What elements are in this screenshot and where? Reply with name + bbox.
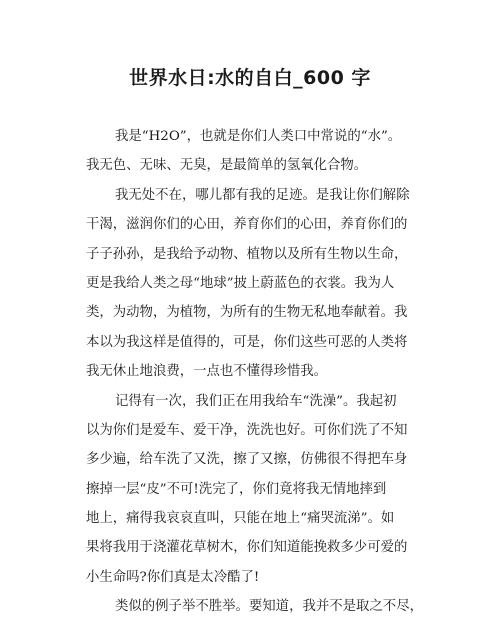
document-title: 世界水日:水的自白_600 字 — [129, 67, 371, 89]
text-line: 以为你们是爱车、爱干净，洗洗也好。可你们洗了不知 — [86, 422, 408, 438]
text-line: 类似的例子举不胜举。要知道，我并不是取之不尽， — [115, 599, 423, 615]
text-line: 记得有一次，我们正在用我给车“洗澡”。我起初 — [115, 393, 397, 409]
text-line: 更是我给人类之母“地球”披上蔚蓝色的衣裳。我为人 — [86, 275, 395, 291]
text-line: 小生命吗?你们真是太冷酷了! — [86, 569, 260, 585]
text-line: 本以为我这样是值得的，可是，你们这些可恶的人类将 — [86, 334, 408, 350]
document-body — [86, 122, 426, 622]
text-line: 地上，痛得我哀哀直叫，只能在地上“痛哭流涕”。如 — [86, 511, 395, 527]
text-line: 我无色、无味、无臭，是最简单的氢氧化合物。 — [86, 158, 368, 174]
text-line: 子子孙孙，是我给予动物、植物以及所有生物以生命， — [86, 246, 408, 262]
text-line: 我无处不在，哪儿都有我的足迹。是我让你们解除 — [115, 187, 410, 203]
text-line: 果将我用于浇灌花草树木，你们知道能挽救多少可爱的 — [86, 540, 408, 556]
text-line: 我无休止地浪费，一点也不懂得珍惜我。 — [86, 364, 328, 380]
text-line: 擦掉一层“皮”不可!洗完了，你们竟将我无情地摔到 — [86, 481, 387, 497]
text-line: 多少遍，给车洗了又洗，擦了又擦，仿佛很不得把车身 — [86, 452, 408, 468]
text-line: 我是“H2O”，也就是你们人类口中常说的“水”。 — [115, 129, 402, 144]
text-line: 干渴，滋润你们的心田，养育你们的心田，养育你们的 — [86, 217, 408, 233]
text-line: 类，为动物，为植物，为所有的生物无私地奉献着。我 — [86, 305, 408, 321]
